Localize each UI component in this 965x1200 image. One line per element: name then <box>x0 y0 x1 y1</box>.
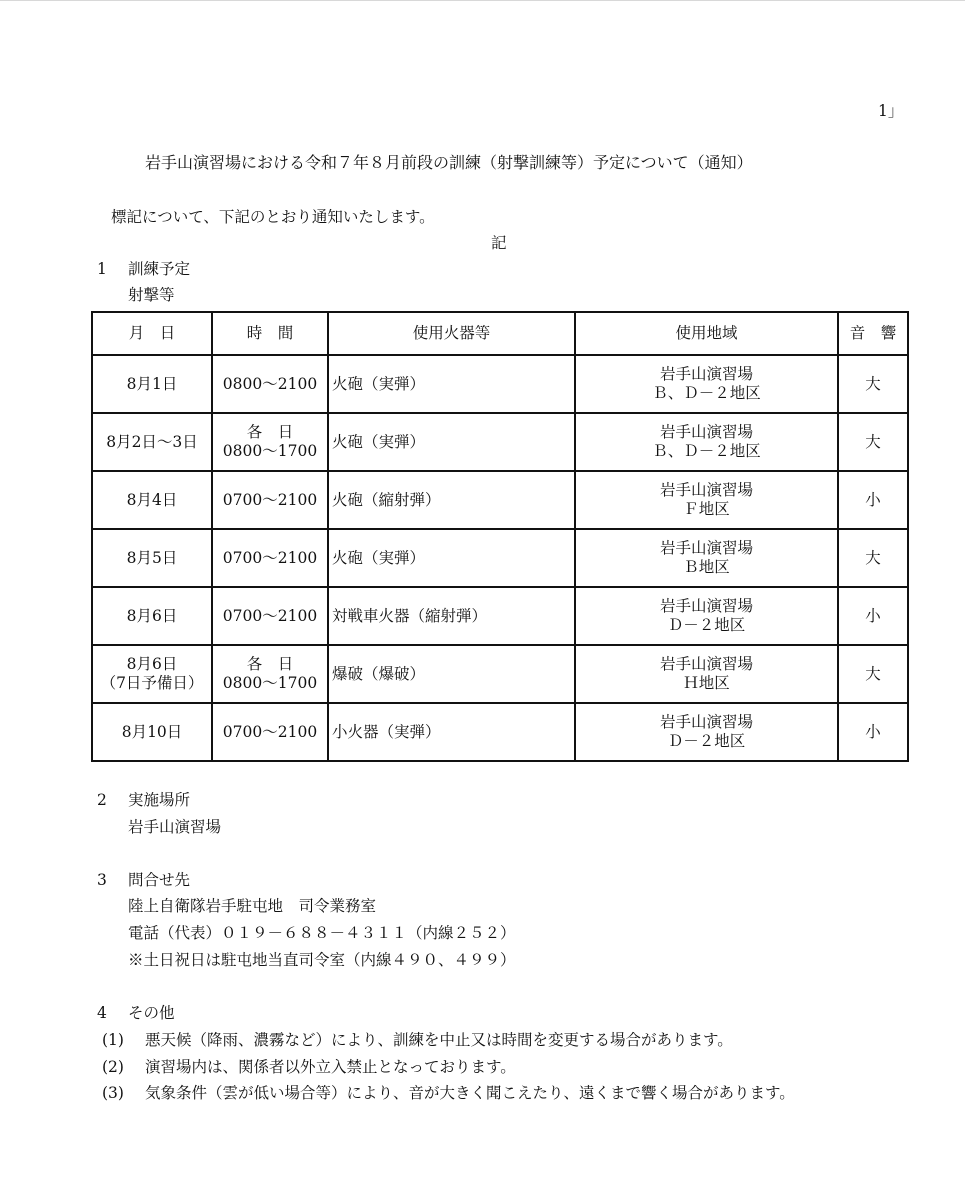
cell-area <box>575 645 838 703</box>
cell-time <box>212 645 328 703</box>
cell-time-line: 0800〜2100 <box>222 374 318 393</box>
intro-text: 標記について、下記のとおり通知いたします。 <box>111 208 435 226</box>
cell-area <box>575 471 838 529</box>
section3-number: 3 <box>97 871 107 889</box>
cell-time <box>212 471 328 529</box>
header-weapon: 使用火器等 <box>328 312 575 355</box>
cell-area-line: 岩手山演習場 <box>659 713 753 731</box>
section4-heading: その他 <box>128 1004 175 1022</box>
contact-phone: 電話（代表）０１９－６８８－４３１１（内線２５２） <box>128 924 516 942</box>
note-marker: (2) <box>102 1058 124 1076</box>
note-text: 演習場内は、関係者以外立入禁止となっております。 <box>145 1058 516 1076</box>
document-title: 岩手山演習場における令和７年８月前段の訓練（射撃訓練等）予定について（通知） <box>145 153 753 172</box>
cell-date <box>92 587 212 645</box>
section1-number: 1 <box>97 260 107 278</box>
table-row <box>92 471 908 529</box>
cell-date-line: 8月5日 <box>126 548 178 567</box>
cell-weapon: 火砲（実弾） <box>328 355 575 413</box>
cell-time <box>212 355 328 413</box>
cell-date-line: 8月2日〜3日 <box>106 432 198 451</box>
cell-area-line: 岩手山演習場 <box>659 365 753 383</box>
cell-weapon: 火砲（実弾） <box>328 413 575 471</box>
cell-area-line: 岩手山演習場 <box>659 423 753 441</box>
cell-date <box>92 471 212 529</box>
cell-time <box>212 413 328 471</box>
cell-area-line: Ｂ地区 <box>683 558 730 576</box>
cell-time-line: 0700〜2100 <box>222 548 318 567</box>
cell-date-line: （7日予備日） <box>100 674 204 692</box>
note-marker: (3) <box>102 1084 124 1102</box>
cell-weapon: 爆破（爆破） <box>328 645 575 703</box>
cell-area-line: Ｄ－２地区 <box>667 732 746 750</box>
table-row <box>92 645 908 703</box>
cell-date <box>92 703 212 761</box>
contact-office: 陸上自衛隊岩手駐屯地 司令業務室 <box>128 897 377 915</box>
cell-area-line: 岩手山演習場 <box>659 481 753 499</box>
cell-date-line: 8月10日 <box>121 722 183 741</box>
cell-time-line: 0700〜2100 <box>222 722 318 741</box>
cell-area <box>575 703 838 761</box>
header-sound: 音 響 <box>838 312 908 355</box>
cell-area <box>575 413 838 471</box>
table-row <box>92 413 908 471</box>
contact-weekend-note: ※土日祝日は駐屯地当直司令室（内線４９０、４９９） <box>128 951 516 969</box>
cell-area-line: 岩手山演習場 <box>659 597 753 615</box>
note-text: 気象条件（雲が低い場合等）により、音が大きく聞こえたり、遠くまで響く場合があります。 <box>145 1084 795 1102</box>
cell-time-line: 0700〜2100 <box>222 490 318 509</box>
cell-time-line: 0800〜1700 <box>222 442 318 460</box>
page-top-border <box>0 0 965 1</box>
cell-area <box>575 587 838 645</box>
cell-area-line: Ｆ地区 <box>683 500 730 518</box>
cell-date <box>92 645 212 703</box>
cell-sound: 大 <box>838 645 908 703</box>
cell-time <box>212 703 328 761</box>
cell-sound: 小 <box>838 587 908 645</box>
cell-date <box>92 355 212 413</box>
section3-heading: 問合せ先 <box>128 871 191 889</box>
cell-weapon: 小火器（実弾） <box>328 703 575 761</box>
cell-area <box>575 355 838 413</box>
table-header-row <box>92 312 908 355</box>
cell-area-line: Ｂ、Ｄ－２地区 <box>652 442 761 460</box>
cell-time-line: 各 日 <box>246 423 294 441</box>
section2-number: 2 <box>97 791 107 809</box>
cell-time-line: 0700〜2100 <box>222 606 318 625</box>
cell-time <box>212 529 328 587</box>
cell-weapon: 火砲（縮射弾） <box>328 471 575 529</box>
cell-area-line: 岩手山演習場 <box>659 655 753 673</box>
section1-subheading: 射撃等 <box>128 286 175 304</box>
training-schedule-table <box>91 311 909 762</box>
cell-weapon: 火砲（実弾） <box>328 529 575 587</box>
cell-area-line: Ｂ、Ｄ－２地区 <box>652 384 761 402</box>
cell-date-line: 8月6日 <box>126 606 178 625</box>
section4-number: 4 <box>97 1004 107 1022</box>
cell-date-line: 8月6日 <box>126 655 178 673</box>
cell-weapon: 対戦車火器（縮射弾） <box>328 587 575 645</box>
cell-sound: 大 <box>838 355 908 413</box>
cell-time-line: 0800〜1700 <box>222 674 318 692</box>
note-marker: (1) <box>102 1031 124 1049</box>
cell-sound: 大 <box>838 413 908 471</box>
header-area: 使用地域 <box>575 312 838 355</box>
table-row <box>92 355 908 413</box>
cell-date-line: 8月1日 <box>126 374 178 393</box>
table-row <box>92 703 908 761</box>
cell-area-line: Ｄ－２地区 <box>667 616 746 634</box>
section1-heading: 訓練予定 <box>128 260 191 278</box>
header-time: 時 間 <box>212 312 328 355</box>
cell-date <box>92 529 212 587</box>
cell-sound: 小 <box>838 471 908 529</box>
ki-note: 記 <box>491 234 507 252</box>
header-date: 月 日 <box>92 312 212 355</box>
page-mark: 1」 <box>878 102 904 120</box>
cell-date-line: 8月4日 <box>126 490 178 509</box>
cell-time <box>212 587 328 645</box>
cell-time-line: 各 日 <box>246 655 294 673</box>
table-row <box>92 529 908 587</box>
cell-date <box>92 413 212 471</box>
cell-sound: 大 <box>838 529 908 587</box>
table-row <box>92 587 908 645</box>
cell-area-line: 岩手山演習場 <box>659 539 753 557</box>
note-text: 悪天候（降雨、濃霧など）により、訓練を中止又は時間を変更する場合があります。 <box>145 1031 733 1049</box>
cell-area-line: Ｈ地区 <box>683 674 730 692</box>
section2-heading: 実施場所 <box>128 791 191 809</box>
cell-sound: 小 <box>838 703 908 761</box>
section2-body: 岩手山演習場 <box>128 818 222 836</box>
cell-area <box>575 529 838 587</box>
